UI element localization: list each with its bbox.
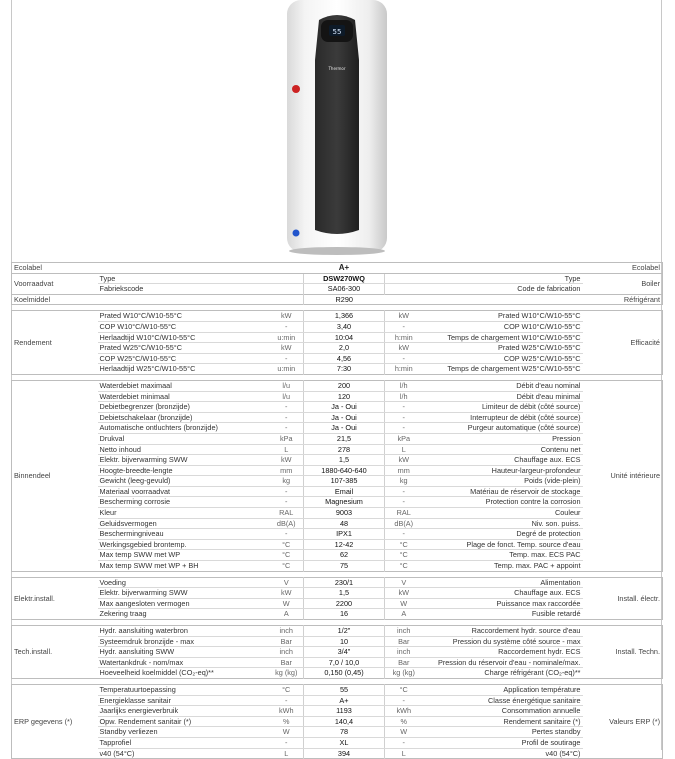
spec-row <box>12 476 663 487</box>
spec-row <box>12 550 663 561</box>
spec-row <box>12 380 663 391</box>
row-label-nl: Drukval <box>98 433 270 444</box>
row-unit-fr: - <box>385 402 423 413</box>
row-unit-nl: kW <box>270 343 304 354</box>
group-label-fr: Boiler <box>641 278 660 288</box>
row-label-fr: Niv. son. puiss. <box>423 518 583 529</box>
boiler-product-image <box>283 0 391 255</box>
row-label-nl: Jaarlijks energieverbruik <box>98 706 270 717</box>
row-unit-fr: mm <box>385 465 423 476</box>
ecolabel-value: A+ <box>304 263 385 274</box>
row-unit-fr: kPa <box>385 433 423 444</box>
row-label-fr: Matériau de réservoir de stockage <box>423 486 583 497</box>
row-value: DSW270WQ <box>304 273 385 284</box>
row-value: Ja - Oui <box>304 412 385 423</box>
spec-row <box>12 423 663 434</box>
row-unit-nl: l/u <box>270 380 304 391</box>
spec-row <box>12 716 663 727</box>
row-label-fr: Débit d'eau minimal <box>423 391 583 402</box>
spec-table <box>11 262 663 759</box>
ecolabel-label-fr: Ecolabel <box>583 263 663 274</box>
row-unit-nl: L <box>270 444 304 455</box>
row-label-fr: COP W25°C/W10-55°C <box>423 353 583 364</box>
row-label-nl: Kleur <box>98 508 270 519</box>
row-unit-nl: - <box>270 402 304 413</box>
section-elektr-install <box>12 577 663 619</box>
section-erp <box>12 684 663 758</box>
row-label-fr: Rendement sanitaire (*) <box>423 716 583 727</box>
row-value: XL <box>304 737 385 748</box>
row-unit-nl: l/u <box>270 391 304 402</box>
row-unit-nl: °C <box>282 561 291 571</box>
row-label-fr: Code de fabrication <box>517 284 581 294</box>
row-label-fr: Chauffage aux. ECS <box>423 588 583 599</box>
row-value: Email <box>304 486 385 497</box>
row-label-fr: Débit d'eau nominal <box>423 380 583 391</box>
row-value: 48 <box>304 518 385 529</box>
row-value: 200 <box>304 380 385 391</box>
row-unit-nl: - <box>270 321 304 332</box>
row-unit-fr: L <box>385 444 423 455</box>
spec-row <box>12 518 663 529</box>
row-unit-nl: - <box>270 486 304 497</box>
spec-row <box>12 598 663 609</box>
row-label-fr: Plage de fonct. Temp. source d'eau <box>423 539 583 550</box>
row-unit-fr: °C <box>385 550 423 561</box>
section-voorraadvat <box>12 273 663 294</box>
group-label-nl: Voorraadvat <box>14 278 54 288</box>
spec-row <box>12 444 663 455</box>
row-unit-nl: kW <box>270 455 304 466</box>
row-label-nl: Gewicht (leeg-gevuld) <box>98 476 270 487</box>
group-label-nl: Elektr.install. <box>14 593 55 603</box>
row-value: 230/1 <box>304 577 385 588</box>
row-label-nl: Waterdebiet maximaal <box>98 380 270 391</box>
row-unit-nl: W <box>270 727 304 738</box>
row-unit-fr: kW <box>385 343 423 354</box>
row-value: 1,366 <box>304 311 385 322</box>
row-unit-fr: Bar <box>385 657 423 668</box>
section-rendement <box>12 311 663 375</box>
row-value: 120 <box>304 391 385 402</box>
row-unit-nl: - <box>270 737 304 748</box>
group-label-fr: Efficacité <box>630 337 660 347</box>
row-value: 78 <box>304 727 385 738</box>
row-label-nl: Max aangesloten vermogen <box>98 598 270 609</box>
row-unit-fr: dB(A) <box>385 518 423 529</box>
row-label-fr: Contenu net <box>423 444 583 455</box>
koelmiddel-label-nl: Koelmiddel <box>14 294 51 304</box>
row-label-fr: Purgeur automatique (côté source) <box>423 423 583 434</box>
spec-row <box>12 402 663 413</box>
spec-row <box>12 343 663 354</box>
row-label-fr: Chauffage aux. ECS <box>423 455 583 466</box>
spec-row <box>12 626 663 637</box>
row-unit-fr: - <box>385 423 423 434</box>
row-unit-fr: L <box>385 748 423 759</box>
group-label-nl: Binnendeel <box>14 470 51 480</box>
row-label-nl: Elektr. bijverwarming SWW <box>98 455 270 466</box>
row-label-nl: Hoogte-breedte-lengte <box>98 465 270 476</box>
spec-row <box>12 657 663 668</box>
row-unit-fr: kW <box>385 588 423 599</box>
row-unit-fr: RAL <box>385 508 423 519</box>
spec-row <box>12 364 663 375</box>
row-label-nl: Max temp SWW met WP <box>98 550 270 561</box>
group-label-nl: ERP gegevens (*) <box>14 716 73 726</box>
group-label-fr: Install. électr. <box>617 593 660 603</box>
spec-row <box>12 455 663 466</box>
row-unit-nl: - <box>270 497 304 508</box>
row-label-nl: Werkingsgebied brontemp. <box>98 539 270 550</box>
row-label-fr: Pertes standby <box>423 727 583 738</box>
spec-row <box>12 727 663 738</box>
row-unit-nl: V <box>270 577 304 588</box>
spec-row <box>12 706 663 717</box>
row-label-fr: Profil de soutirage <box>423 737 583 748</box>
row-label-nl: Tapprofiel <box>98 737 270 748</box>
spec-row <box>12 353 663 364</box>
spec-row <box>12 737 663 748</box>
row-label-fr: Pression <box>423 433 583 444</box>
koelmiddel-label-fr: Réfrigérant <box>623 294 660 304</box>
row-value: 1,5 <box>304 455 385 466</box>
brand-logo: Thermor <box>328 66 346 71</box>
koelmiddel-value: R290 <box>304 294 385 305</box>
spec-row <box>12 577 663 588</box>
row-unit-fr: % <box>385 716 423 727</box>
row-label-nl: Beschermingniveau <box>98 529 270 540</box>
spec-row <box>12 588 663 599</box>
row-unit-fr: kW <box>385 455 423 466</box>
row-label-nl: Zekering traag <box>99 609 147 619</box>
spec-row <box>12 508 663 519</box>
row-value: 0,150 (0,45) <box>304 668 385 679</box>
row-unit-nl: A <box>283 609 289 619</box>
row-unit-nl: - <box>270 353 304 364</box>
row-label-nl: Type <box>98 273 270 284</box>
row-unit-fr: l/h <box>385 380 423 391</box>
row-label-nl: Prated W10°C/W10-55°C <box>98 311 270 322</box>
row-label-nl: Waterdebiet minimaal <box>98 391 270 402</box>
row-label-fr: Couleur <box>423 508 583 519</box>
spec-row <box>12 539 663 550</box>
row-unit-fr: - <box>385 737 423 748</box>
section-koelmiddel <box>12 294 663 305</box>
row-unit-fr: - <box>385 529 423 540</box>
row-label-nl: Voeding <box>98 577 270 588</box>
row-label-fr: Pression du réservoir d'eau - nominale/max. <box>423 657 583 668</box>
row-label-nl: Energieklasse sanitair <box>98 695 270 706</box>
row-label-nl: Debietbegrenzer (bronzijde) <box>98 402 270 413</box>
spec-row <box>12 684 663 695</box>
row-label-fr: Raccordement hydr. source d'eau <box>423 626 583 637</box>
row-unit-nl: kWh <box>270 706 304 717</box>
row-value: 3/4" <box>304 647 385 658</box>
row-unit-nl: RAL <box>270 508 304 519</box>
row-label-fr: Limiteur de débit (côté source) <box>423 402 583 413</box>
row-label-fr: Alimentation <box>423 577 583 588</box>
row-label-nl: Debietschakelaar (bronzijde) <box>98 412 270 423</box>
spec-row <box>12 321 663 332</box>
row-unit-nl: u:min <box>277 364 296 374</box>
row-value: 140,4 <box>304 716 385 727</box>
row-value: A+ <box>304 695 385 706</box>
row-unit-fr: - <box>385 353 423 364</box>
row-label-fr: COP W10°C/W10-55°C <box>423 321 583 332</box>
row-label-fr: Interrupteur de débit (côté source) <box>423 412 583 423</box>
spec-row <box>12 668 663 679</box>
row-value: 2,0 <box>304 343 385 354</box>
row-unit-fr: V <box>385 577 423 588</box>
row-label-fr: Classe énergétique sanitaire <box>423 695 583 706</box>
spec-row <box>12 497 663 508</box>
spec-row <box>12 391 663 402</box>
row-unit-nl: kPa <box>270 433 304 444</box>
spec-row <box>12 465 663 476</box>
spec-row <box>12 311 663 322</box>
row-label-fr: Fusible retardé <box>531 609 581 619</box>
spec-row <box>12 647 663 658</box>
row-label-nl: Herlaadtijd W10°C/W10-55°C <box>98 332 270 343</box>
row-label-nl: Systeemdruk bronzijde - max <box>98 636 270 647</box>
row-label-fr: Protection contre la corrosion <box>423 497 583 508</box>
row-label-nl: Netto inhoud <box>98 444 270 455</box>
row-label-fr: Raccordement hydr. ECS <box>423 647 583 658</box>
red-valve-icon <box>292 85 300 93</box>
row-label-fr: Poids (vide-plein) <box>423 476 583 487</box>
row-unit-nl: °C <box>270 684 304 695</box>
row-label-nl: Standby verliezen <box>98 727 270 738</box>
row-label-fr: v40 (54°C) <box>545 748 581 758</box>
row-unit-nl: % <box>270 716 304 727</box>
row-label-nl: Geluidsvermogen <box>98 518 270 529</box>
row-unit-fr: W <box>385 598 423 609</box>
spec-row <box>12 609 663 620</box>
spec-row <box>12 636 663 647</box>
row-unit-fr: A <box>385 609 423 620</box>
row-value: 3,40 <box>304 321 385 332</box>
row-value: 10:04 <box>304 332 385 343</box>
row-unit-fr: kWh <box>385 706 423 717</box>
row-unit-nl: °C <box>270 550 304 561</box>
row-label-nl: Hydr. aansluiting waterbron <box>98 626 270 637</box>
row-unit-fr: - <box>385 412 423 423</box>
row-unit-nl: Bar <box>270 657 304 668</box>
row-label-fr: Hauteur-largeur-profondeur <box>423 465 583 476</box>
row-unit-nl: kW <box>270 311 304 322</box>
row-value: 62 <box>304 550 385 561</box>
row-value: 55 <box>304 684 385 695</box>
row-unit-nl: u:min <box>270 332 304 343</box>
row-unit-fr: °C <box>385 561 423 572</box>
row-unit-fr: inch <box>385 626 423 637</box>
row-unit-fr: kg <box>385 476 423 487</box>
ecolabel-label-nl: Ecolabel <box>12 263 270 274</box>
row-value: 7:30 <box>304 364 385 375</box>
row-unit-fr: - <box>385 486 423 497</box>
row-value: 10 <box>304 636 385 647</box>
row-label-fr: Degré de protection <box>423 529 583 540</box>
row-unit-fr: h:min <box>385 332 423 343</box>
row-label-fr: Prated W10°C/W10-55°C <box>423 311 583 322</box>
row-unit-nl: kg (kg) <box>275 668 298 678</box>
row-value: 278 <box>304 444 385 455</box>
row-value: 21,5 <box>304 433 385 444</box>
group-label-nl: Rendement <box>14 337 52 347</box>
row-label-fr: Pression du système côté source - max <box>423 636 583 647</box>
row-label-fr: Puissance max raccordée <box>423 598 583 609</box>
row-label-fr: Temps de chargement W10°C/W10-55°C <box>423 332 583 343</box>
row-value: 1880-640-640 <box>304 465 385 476</box>
row-label-nl: COP W25°C/W10-55°C <box>98 353 270 364</box>
row-value: 394 <box>304 748 385 759</box>
row-label-nl: Prated W25°C/W10-55°C <box>98 343 270 354</box>
row-label-fr: Consommation annuelle <box>423 706 583 717</box>
row-value: 7,0 / 10,0 <box>304 657 385 668</box>
row-unit-nl: - <box>270 695 304 706</box>
row-unit-nl: dB(A) <box>270 518 304 529</box>
row-value: 1,5 <box>304 588 385 599</box>
row-label-nl: Hoeveelheid koelmiddel (CO₂-eq)** <box>99 668 214 678</box>
row-value: 2200 <box>304 598 385 609</box>
spec-row <box>12 486 663 497</box>
blue-valve-icon <box>293 230 300 237</box>
spec-row <box>12 332 663 343</box>
row-value: Ja - Oui <box>304 423 385 434</box>
row-label-nl: Automatische ontluchters (bronzijde) <box>98 423 270 434</box>
row-unit-nl: °C <box>270 539 304 550</box>
group-label-fr: Unité intérieure <box>610 470 660 480</box>
row-unit-nl: kg <box>270 476 304 487</box>
group-label-nl: Tech.install. <box>14 647 53 657</box>
row-label-fr: Temp. max. ECS PAC <box>423 550 583 561</box>
row-unit-fr: - <box>385 695 423 706</box>
row-unit-nl: Bar <box>270 636 304 647</box>
section-tech-install <box>12 626 663 679</box>
row-label-nl: Bescherming corrosie <box>98 497 270 508</box>
row-label-nl: v40 (54°C) <box>99 748 135 758</box>
group-label-fr: Install. Techn. <box>615 647 660 657</box>
row-label-nl: Materiaal voorraadvat <box>98 486 270 497</box>
row-unit-fr: kW <box>385 311 423 322</box>
ecolabel-row <box>12 263 663 274</box>
row-value: 16 <box>304 609 385 620</box>
spec-row <box>12 695 663 706</box>
row-label-fr: Prated W25°C/W10-55°C <box>423 343 583 354</box>
row-unit-nl: mm <box>270 465 304 476</box>
row-unit-fr: l/h <box>385 391 423 402</box>
row-value: 75 <box>304 561 385 572</box>
row-unit-fr: inch <box>385 647 423 658</box>
row-unit-fr: °C <box>385 539 423 550</box>
spec-row <box>12 529 663 540</box>
row-unit-nl: - <box>270 412 304 423</box>
row-label-nl: Opw. Rendement sanitair (*) <box>98 716 270 727</box>
row-unit-fr: - <box>385 321 423 332</box>
row-value: 4,56 <box>304 353 385 364</box>
row-unit-fr: kg (kg) <box>385 668 423 679</box>
row-label-nl: COP W10°C/W10-55°C <box>98 321 270 332</box>
spec-row <box>12 433 663 444</box>
row-value: IPX1 <box>304 529 385 540</box>
row-label-nl: Hydr. aansluiting SWW <box>98 647 270 658</box>
row-value: 1193 <box>304 706 385 717</box>
row-label-fr: Application température <box>423 684 583 695</box>
section-binnendeel <box>12 380 663 571</box>
row-unit-nl: inch <box>270 647 304 658</box>
row-value: Ja - Oui <box>304 402 385 413</box>
row-unit-nl: L <box>284 748 289 758</box>
row-label-nl: Fabriekscode <box>99 284 144 294</box>
row-unit-fr: Bar <box>385 636 423 647</box>
group-label-fr: Valeurs ERP (*) <box>609 716 660 726</box>
row-label-nl: Herlaadtijd W25°C/W10-55°C <box>99 364 196 374</box>
row-label-nl: Watertankdruk - nom/max <box>98 657 270 668</box>
row-value: Magnesium <box>304 497 385 508</box>
row-value: 9003 <box>304 508 385 519</box>
row-value: SA06-300 <box>304 284 385 295</box>
row-unit-fr: h:min <box>385 364 423 375</box>
row-unit-fr: °C <box>385 684 423 695</box>
display-readout: 55 <box>332 28 342 36</box>
row-label-nl: Temperatuurtoepassing <box>98 684 270 695</box>
row-unit-nl: - <box>270 529 304 540</box>
row-unit-nl: W <box>270 598 304 609</box>
row-value: 107-385 <box>304 476 385 487</box>
spec-row <box>12 412 663 423</box>
row-unit-nl: - <box>270 423 304 434</box>
row-value: 1/2" <box>304 626 385 637</box>
row-unit-fr: W <box>385 727 423 738</box>
row-label-fr: Type <box>423 273 583 284</box>
row-label-nl: Elektr. bijverwarming SWW <box>98 588 270 599</box>
row-unit-nl: inch <box>270 626 304 637</box>
row-label-fr: Temp. max. PAC + appoint <box>494 561 581 571</box>
row-label-nl: Max temp SWW met WP + BH <box>99 561 199 571</box>
row-value: 12-42 <box>304 539 385 550</box>
spec-row <box>12 561 663 572</box>
row-label-fr: Temps de chargement W25°C/W10-55°C <box>447 364 581 374</box>
row-unit-nl: kW <box>270 588 304 599</box>
row-unit-fr: - <box>385 497 423 508</box>
row-label-fr: Charge réfrigérant (CO₂-eq)** <box>484 668 581 678</box>
